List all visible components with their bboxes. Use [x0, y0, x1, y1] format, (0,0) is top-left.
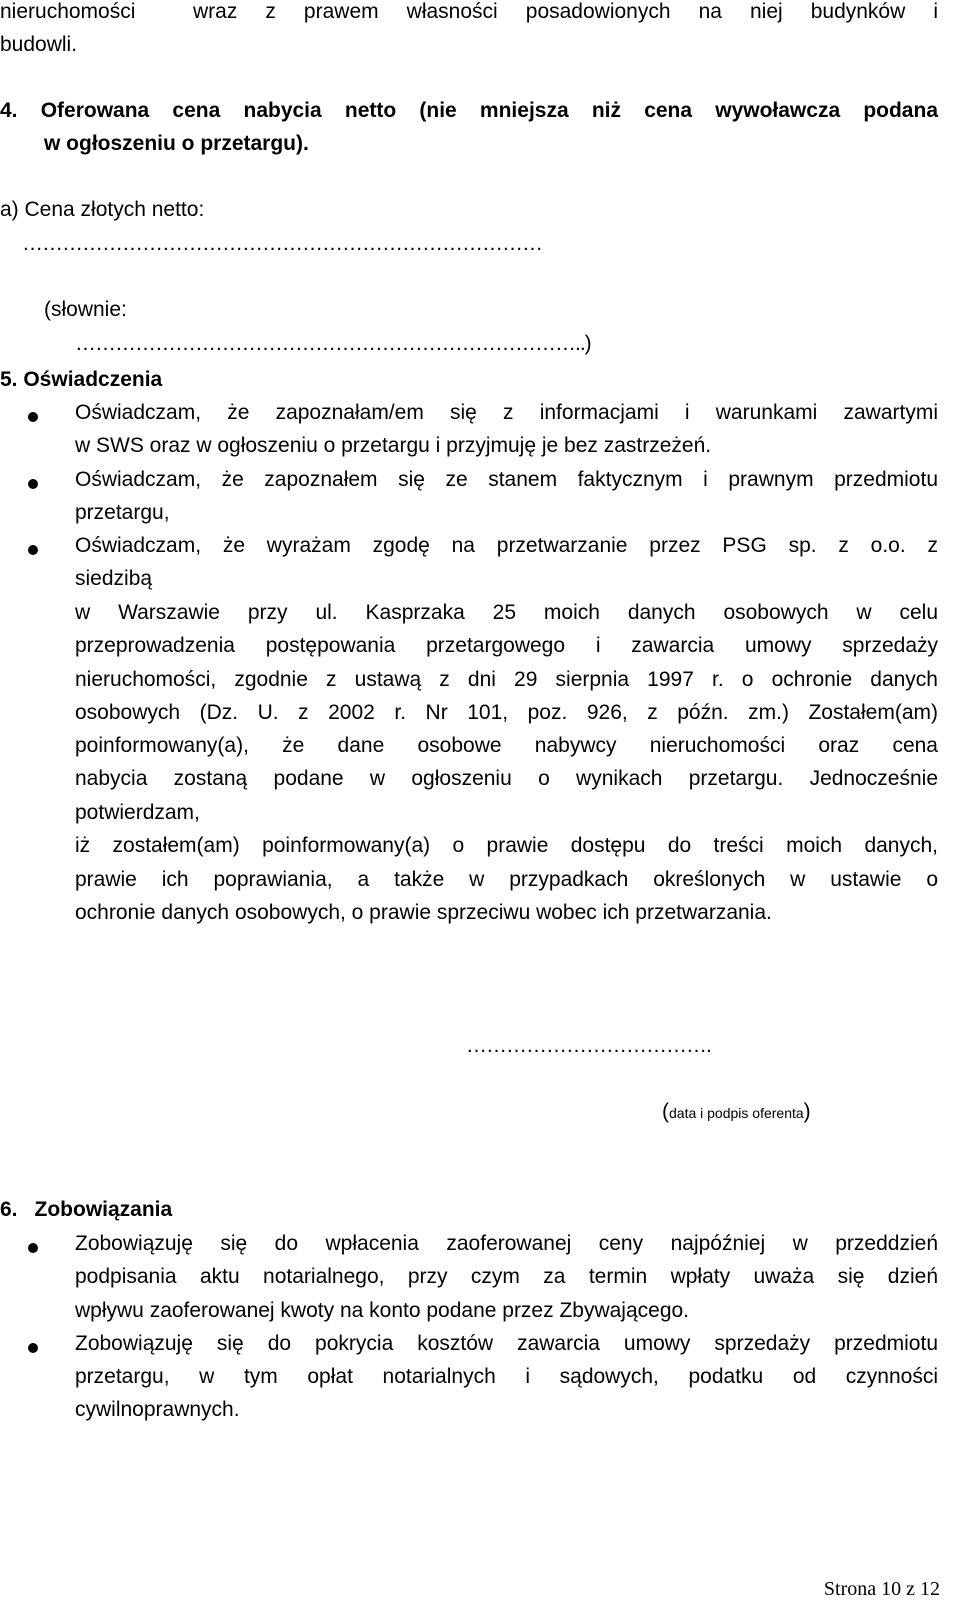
- s5-line: Oświadczam, że zapoznałam/em się z informacjami i warunkami zawartymi: [75, 401, 938, 424]
- s5-line: poinformowany(a), że dane osobowe nabywcy nieruchomości oraz cena: [75, 734, 938, 757]
- s5-line: iż zostałem(am) poinformowany(a) o prawie dostępu do treści moich danych,: [75, 834, 938, 857]
- signature-close-paren: ): [803, 1100, 811, 1123]
- s6-line: Zobowiązuję się do pokrycia kosztów zawarcia umowy sprzedaży przedmiotu: [75, 1332, 938, 1355]
- s5-line: w SWS oraz w ogłoszeniu o przetargu i przyjmuję je bez zastrzeżeń.: [75, 434, 712, 457]
- section4-heading-line1: 4. Oferowana cena nabycia netto (nie mniejsza niż cena wywoławcza podana: [0, 99, 938, 122]
- s6-line: przetargu, w tym opłat notarialnych i sądowych, podatku od czynności: [75, 1365, 938, 1388]
- bullet-icon: [28, 479, 38, 489]
- signature-dots-field[interactable]: ……………………………….: [466, 1034, 711, 1057]
- s5-line: przeprowadzenia postępowania przetargowego i zawarcia umowy sprzedaży: [75, 634, 938, 657]
- section5-heading: 5. Oświadczenia: [0, 368, 163, 391]
- bullet-icon: [28, 545, 38, 555]
- bullet-icon: [28, 412, 38, 422]
- s5-line: siedzibą: [75, 567, 153, 590]
- bullet-icon: [28, 1243, 38, 1253]
- s5-line: nabycia zostaną podane w ogłoszeniu o wynikach przetargu. Jednocześnie: [75, 767, 938, 790]
- signature-open-paren: (: [662, 1100, 669, 1123]
- s6-line: podpisania aktu notarialnego, przy czym za termin wpłaty uważa się dzień: [75, 1265, 938, 1288]
- s5-line: przetargu,: [75, 501, 170, 524]
- price-label: a) Cena złotych netto:: [0, 198, 205, 221]
- top-fragment-right: wraz z prawem własności posadowionych na niej budynków i: [193, 0, 938, 23]
- page-number: Strona 10 z 12: [823, 1578, 940, 1600]
- section6-number: 6.: [0, 1198, 18, 1221]
- section4-heading-line2: w ogłoszeniu o przetargu).: [44, 132, 309, 155]
- s5-line: Oświadczam, że wyrażam zgodę na przetwarzanie przez PSG sp. z o.o. z: [75, 534, 938, 557]
- s5-line: osobowych (Dz. U. z 2002 r. Nr 101, poz. 926, z późn. zm.) Zostałem(am): [75, 701, 938, 724]
- s6-line: cywilnoprawnych.: [75, 1398, 240, 1421]
- top-fragment-left: nieruchomości: [0, 0, 136, 23]
- signature-caption: [662, 1100, 811, 1124]
- s6-line: Zobowiązuję się do wpłacenia zaoferowanej ceny najpóźniej w przeddzień: [75, 1232, 938, 1255]
- bullet-icon: [28, 1343, 38, 1353]
- section6-title: Zobowiązania: [34, 1198, 173, 1221]
- s5-line: w Warszawie przy ul. Kasprzaka 25 moich danych osobowych w celu: [75, 601, 938, 624]
- s5-line: potwierdzam,: [75, 801, 200, 824]
- words-dots-field[interactable]: …………………………………………………………………..): [75, 332, 591, 355]
- s5-line: nieruchomości, zgodnie z ustawą z dni 29 sierpnia 1997 r. o ochronie danych: [75, 668, 938, 691]
- words-label: (słownie:: [44, 298, 127, 321]
- price-dots-field[interactable]: ……………………………………………………………………: [22, 232, 542, 255]
- s5-line: ochronie danych osobowych, o prawie sprzeciwu wobec ich przetwarzania.: [75, 901, 772, 924]
- s5-line: Oświadczam, że zapoznałem się ze stanem faktycznym i prawnym przedmiotu: [75, 468, 938, 491]
- section6-heading: [0, 1198, 172, 1222]
- s5-line: prawie ich poprawiania, a także w przypadkach określonych w ustawie o: [75, 868, 938, 891]
- s6-line: wpływu zaoferowanej kwoty na konto podane przez Zbywającego.: [75, 1299, 690, 1322]
- signature-label: data i podpis oferenta: [669, 1105, 804, 1121]
- top-fragment-line2: budowli.: [0, 33, 78, 56]
